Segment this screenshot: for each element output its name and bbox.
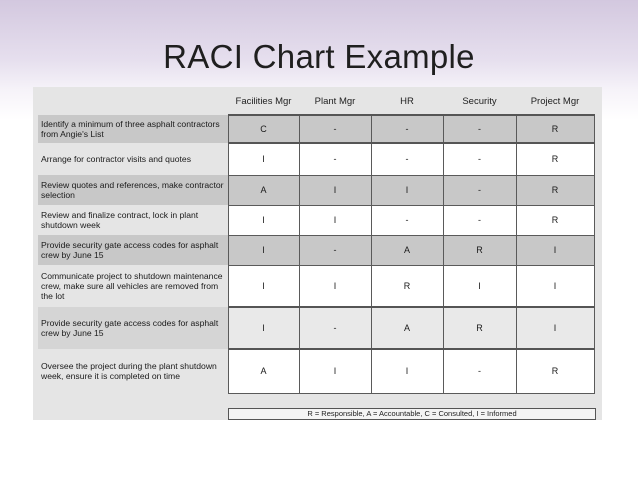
raci-cell: I [371, 349, 443, 393]
raci-cell: I [443, 265, 516, 307]
column-header-project-mgr: Project Mgr [530, 96, 580, 107]
raci-cell: I [228, 205, 299, 235]
raci-cell: R [443, 235, 516, 265]
raci-cell: I [228, 143, 299, 175]
raci-cell: - [299, 115, 371, 143]
raci-table [38, 114, 595, 394]
raci-cell: R [516, 143, 594, 175]
raci-cell: - [371, 115, 443, 143]
column-header-hr: HR [400, 96, 414, 107]
raci-cell: I [371, 175, 443, 205]
raci-cell: I [516, 307, 594, 349]
task-label: Communicate project to shutdown maintenance crew, make sure all vehicles are removed from the lot [41, 271, 223, 301]
raci-cell: I [299, 175, 371, 205]
raci-cell: R [371, 265, 443, 307]
table-row [38, 265, 594, 307]
raci-cell: - [443, 143, 516, 175]
task-label: Oversee the project during the plant shutdown week, ensure it is completed on time [41, 361, 217, 381]
raci-cell: - [371, 205, 443, 235]
raci-cell: R [516, 175, 594, 205]
raci-cell: I [228, 235, 299, 265]
raci-cell: - [443, 349, 516, 393]
column-header-facilities-mgr: Facilities Mgr [235, 96, 292, 107]
raci-cell: - [299, 307, 371, 349]
task-label: Provide security gate access codes for asphalt crew by June 15 [38, 235, 228, 265]
column-header-security: Security [462, 96, 497, 107]
raci-cell: A [371, 235, 443, 265]
raci-cell: I [299, 265, 371, 307]
raci-cell: - [443, 115, 516, 143]
table-row [38, 349, 594, 393]
raci-cell: I [516, 235, 594, 265]
raci-cell: I [516, 265, 594, 307]
raci-table-image [33, 87, 602, 420]
task-label: Arrange for contractor visits and quotes [41, 154, 191, 164]
raci-legend: R = Responsible, A = Accountable, C = Consulted, I = Informed [228, 408, 596, 420]
table-row [38, 115, 594, 143]
raci-cell: - [371, 143, 443, 175]
raci-cell: R [516, 115, 594, 143]
slide-title: RACI Chart Example [163, 38, 475, 75]
table-row [38, 307, 594, 349]
raci-cell: I [228, 265, 299, 307]
raci-cell: - [443, 175, 516, 205]
task-label: Review and finalize contract, lock in plant shutdown week [41, 210, 199, 230]
raci-cell: A [228, 175, 299, 205]
raci-cell: A [228, 349, 299, 393]
raci-cell: R [516, 349, 594, 393]
raci-cell: - [443, 205, 516, 235]
raci-cell: I [299, 349, 371, 393]
task-label: Provide security gate access codes for asphalt crew by June 15 [38, 307, 228, 349]
raci-cell: A [371, 307, 443, 349]
table-row [38, 235, 594, 265]
raci-cell: R [443, 307, 516, 349]
raci-cell: - [299, 143, 371, 175]
task-label: Identify a minimum of three asphalt contractors from Angie's List [38, 115, 228, 143]
raci-cell: R [516, 205, 594, 235]
raci-cell: - [299, 235, 371, 265]
raci-cell: I [299, 205, 371, 235]
raci-cell: C [228, 115, 299, 143]
task-label: Review quotes and references, make contractor selection [38, 175, 228, 205]
column-header-plant-mgr: Plant Mgr [314, 96, 356, 107]
table-row [38, 143, 594, 175]
table-row [38, 205, 594, 235]
table-row [38, 175, 594, 205]
raci-cell: I [228, 307, 299, 349]
